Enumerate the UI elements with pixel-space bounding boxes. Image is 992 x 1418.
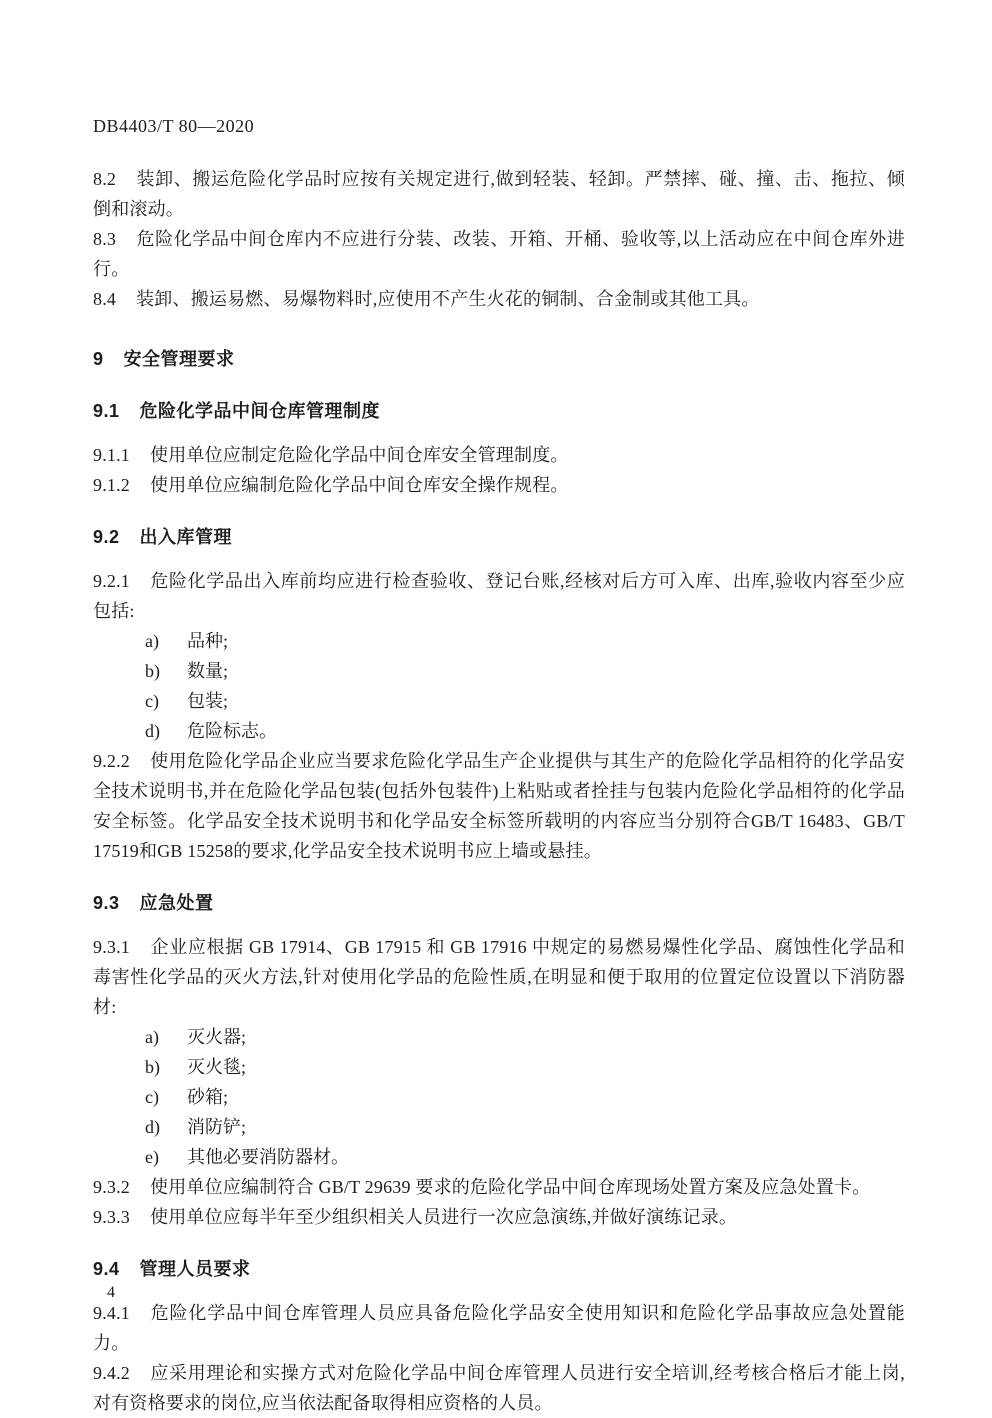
page-number: 4: [107, 1284, 115, 1301]
list-item-label: c): [145, 691, 159, 711]
clause-number: 8.4: [93, 289, 117, 309]
section-heading: [93, 1254, 905, 1284]
clause-text: 使用单位应编制危险化学品中间仓库安全操作规程。: [150, 475, 569, 495]
list-item: [145, 1142, 905, 1172]
list-item-label: c): [145, 1087, 159, 1107]
clause-number: 9.1: [93, 401, 120, 421]
clause-number: 9.1.2: [93, 475, 130, 495]
list-item-text: 砂箱;: [187, 1087, 229, 1107]
list-item-text: 包装;: [187, 691, 229, 711]
list-item-text: 灭火器;: [187, 1027, 247, 1047]
list-item-label: b): [145, 1057, 160, 1077]
clause-text: 装卸、搬运易燃、易爆物料时,应使用不产生火花的铜制、合金制或其他工具。: [136, 289, 760, 309]
standard-code-header: DB4403/T 80—2020: [93, 116, 255, 136]
list-item: [145, 686, 905, 716]
list-item-text: 灭火毯;: [187, 1057, 247, 1077]
clause-text: 企业应根据 GB 17914、GB 17915 和 GB 17916 中规定的易燃易爆性化学品、腐蚀性化学品和毒害性化学品的灭火方法,针对使用化学品的危险性质,在明显和便于取用的位置定位设置以下消防器材:: [93, 937, 905, 1017]
paragraph: [93, 1172, 905, 1202]
list-item-label: b): [145, 661, 160, 681]
clause-number: 9.4.1: [93, 1303, 130, 1323]
clause-text: 危险化学品中间仓库管理人员应具备危险化学品安全使用知识和危险化学品事故应急处置能力。: [93, 1303, 905, 1353]
clause-list: [93, 626, 905, 746]
list-item-text: 危险标志。: [187, 721, 277, 741]
clause-text: 装卸、搬运危险化学品时应按有关规定进行,做到轻装、轻卸。严禁摔、碰、撞、击、拖拉、倾倒和滚动。: [93, 169, 905, 219]
list-item-label: d): [145, 721, 160, 741]
paragraph: [93, 1298, 905, 1358]
paragraph: [93, 566, 905, 626]
paragraph: [93, 440, 905, 470]
list-item: [145, 1082, 905, 1112]
list-item-text: 消防铲;: [187, 1117, 247, 1137]
clause-number: 8.2: [93, 169, 117, 189]
paragraph: [93, 164, 905, 224]
heading-text: 应急处置: [139, 893, 214, 913]
clause-number: 9.3.2: [93, 1177, 130, 1197]
list-item: [145, 656, 905, 686]
clause-number: 9: [93, 349, 104, 369]
paragraph: [93, 284, 905, 314]
list-item-label: a): [145, 631, 159, 651]
clause-text: 使用单位应编制符合 GB/T 29639 要求的危险化学品中间仓库现场处置方案及应急处置卡。: [150, 1177, 871, 1197]
list-item: [145, 626, 905, 656]
list-item-text: 数量;: [187, 661, 229, 681]
section-heading: [93, 344, 905, 374]
clause-number: 9.2: [93, 527, 120, 547]
clause-text: 危险化学品出入库前均应进行检查验收、登记台账,经核对后方可入库、出库,验收内容至少应包括:: [93, 571, 905, 621]
heading-text: 管理人员要求: [139, 1259, 251, 1279]
clause-number: 9.1.1: [93, 445, 130, 465]
clause-number: 9.2.2: [93, 751, 130, 771]
list-item-label: e): [145, 1147, 159, 1167]
clause-number: 9.4: [93, 1259, 120, 1279]
clause-text: 使用单位应每半年至少组织相关人员进行一次应急演练,并做好演练记录。: [150, 1207, 738, 1227]
paragraph: [93, 1358, 905, 1418]
section-heading: [93, 396, 905, 426]
section-heading: [93, 888, 905, 918]
list-item: [145, 1052, 905, 1082]
clause-number: 9.3.3: [93, 1207, 130, 1227]
clause-number: 9.4.2: [93, 1363, 130, 1383]
list-item-label: a): [145, 1027, 159, 1047]
document-content: [93, 112, 905, 1418]
list-item: [145, 1112, 905, 1142]
clause-number: 8.3: [93, 229, 117, 249]
list-item-label: d): [145, 1117, 160, 1137]
paragraph: [93, 746, 905, 866]
clause-number: 9.2.1: [93, 571, 130, 591]
clause-text: 使用单位应制定危险化学品中间仓库安全管理制度。: [150, 445, 569, 465]
clause-number: 9.3: [93, 893, 120, 913]
list-item: [145, 716, 905, 746]
clause-number: 9.3.1: [93, 937, 130, 957]
paragraph: [93, 224, 905, 284]
list-item-text: 其他必要消防器材。: [187, 1147, 349, 1167]
list-item: [145, 1022, 905, 1052]
document-body: [93, 164, 905, 1418]
section-heading: [93, 522, 905, 552]
clause-text: 使用危险化学品企业应当要求危险化学品生产企业提供与其生产的危险化学品相符的化学品安全技术说明书,并在危险化学品包装(包括外包装件)上粘贴或者拴挂与包装内危险化学品相符的化学品安全标签。化学品安全技术说明书和化学品安全标签所载明的内容应当分别符合GB/T 16483、GB/T 17519和GB 15258的要求,化学品安全技术说明书应上墙或悬挂。: [93, 751, 905, 861]
paragraph: [93, 470, 905, 500]
clause-list: [93, 1022, 905, 1172]
paragraph: [93, 1202, 905, 1232]
heading-text: 出入库管理: [139, 527, 233, 547]
heading-text: 危险化学品中间仓库管理制度: [139, 401, 381, 421]
list-item-text: 品种;: [187, 631, 229, 651]
clause-text: 应采用理论和实操方式对危险化学品中间仓库管理人员进行安全培训,经考核合格后才能上岗,对有资格要求的岗位,应当依法配备取得相应资格的人员。: [93, 1363, 905, 1413]
paragraph: [93, 932, 905, 1022]
clause-text: 危险化学品中间仓库内不应进行分装、改装、开箱、开桶、验收等,以上活动应在中间仓库外进行。: [93, 229, 905, 279]
heading-text: 安全管理要求: [123, 349, 235, 369]
